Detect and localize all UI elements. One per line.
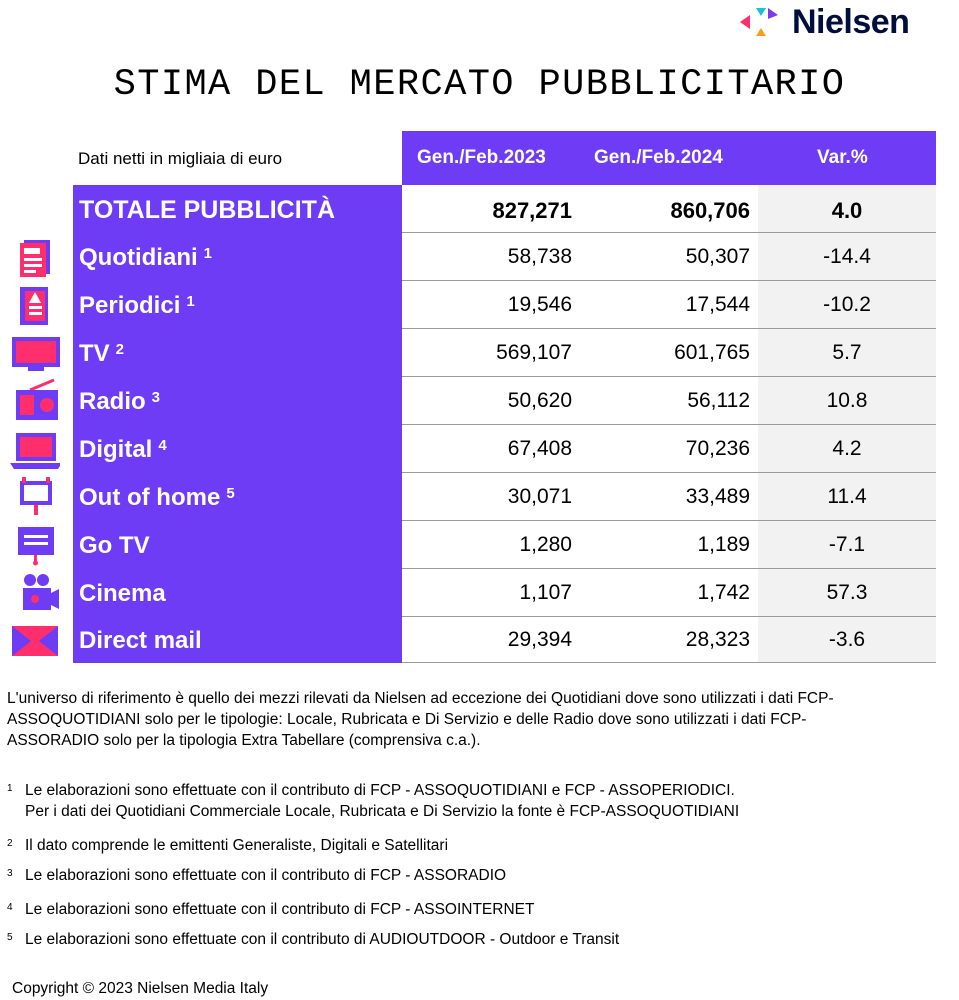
row-label: TOTALE PUBBLICITÀ xyxy=(79,196,336,224)
billboard-icon xyxy=(10,475,60,519)
value-2024: 17,544 xyxy=(685,293,750,316)
value-2023: 50,620 xyxy=(507,389,572,412)
value-2023: 569,107 xyxy=(496,341,572,364)
value-2024: 28,323 xyxy=(685,628,750,651)
value-2023: 67,408 xyxy=(507,437,572,460)
copyright: Copyright © 2023 Nielsen Media Italy xyxy=(12,980,269,997)
header-2024: Gen./Feb.2024 xyxy=(594,147,723,168)
value-2023: 58,738 xyxy=(507,245,572,268)
row-label: Radio $^3$ xyxy=(79,388,161,415)
value-var: 4.0 xyxy=(831,198,863,223)
footnote-4: 4 Le elaborazioni sono effettuate con il contributo di FCP - ASSOINTERNET xyxy=(7,901,535,918)
value-var: 57.3 xyxy=(826,581,868,604)
value-var: -10.2 xyxy=(823,293,871,316)
value-2024: 56,112 xyxy=(687,389,750,412)
value-2024: 860,706 xyxy=(670,198,750,223)
brand-name: Nielsen xyxy=(792,3,910,41)
universe-note: L'universo di riferimento è quello dei mezzi rilevati da Nielsen ad eccezione dei Quotidiani dove sono utilizzati i dati FCP- ASSOQUOTIDIANI solo per le tipologie: Locale, Rubricata e Di Servizio e delle Radio dove sono utilizzati i dati FCP- ASSORADIO solo per la tipologia Extra Tabellare (comprensiva c.a.). xyxy=(7,690,834,749)
laptop-icon xyxy=(10,427,60,471)
value-2023: 19,546 xyxy=(507,293,572,316)
header-var: Var.% xyxy=(817,147,868,168)
table-row-total xyxy=(0,185,959,233)
footnote-2: 2 Il dato comprende le emittenti Generaliste, Digitali e Satellitari xyxy=(7,837,449,854)
value-2024: 70,236 xyxy=(685,437,750,460)
table-row xyxy=(0,329,959,377)
value-2023: 30,071 xyxy=(507,485,572,508)
header-2023: Gen./Feb.2023 xyxy=(417,147,546,168)
row-label: Digital $^4$ xyxy=(79,436,167,463)
value-2024: 1,189 xyxy=(697,533,750,556)
row-label: Cinema xyxy=(79,580,166,607)
value-2023: 1,107 xyxy=(519,581,572,604)
value-var: 4.2 xyxy=(832,437,862,460)
row-label: Direct mail xyxy=(79,627,202,654)
value-2024: 1,742 xyxy=(697,581,750,604)
row-label: Go TV xyxy=(79,532,150,559)
footnote-1: 1 Le elaborazioni sono effettuate con il contributo di FCP - ASSOQUOTIDIANI e FCP - ASSOPERIODICI. Per i dati dei Quotidiani Commerciale Locale, Rubricata e Di Servizio la fonte è FCP-ASSOQUOTIDIANI xyxy=(7,782,740,820)
value-2023: 827,271 xyxy=(492,198,572,223)
unit-note: Dati netti in migliaia di euro xyxy=(78,149,283,168)
nielsen-logo xyxy=(736,5,909,39)
footnote-5: 5 Le elaborazioni sono effettuate con il contributo di AUDIOUTDOOR - Outdoor e Transit xyxy=(7,931,620,948)
value-var: 10.8 xyxy=(826,389,868,412)
screen-icon xyxy=(10,523,60,567)
value-var: -3.6 xyxy=(828,628,866,651)
table-row xyxy=(0,569,959,617)
market-table xyxy=(0,131,959,664)
table-row xyxy=(0,521,959,569)
magazine-icon xyxy=(10,283,60,327)
value-2024: 50,307 xyxy=(685,245,750,268)
value-var: 11.4 xyxy=(827,485,867,508)
table-row xyxy=(0,617,959,663)
table-row xyxy=(0,377,959,425)
value-2023: 1,280 xyxy=(519,533,572,556)
row-label: Periodici $^1$ xyxy=(79,292,195,319)
footnote-3: 3 Le elaborazioni sono effettuate con il contributo di FCP - ASSORADIO xyxy=(7,867,507,884)
nielsen-logo-icon xyxy=(736,5,788,39)
table-row xyxy=(0,473,959,521)
row-label: Quotidiani $^1$ xyxy=(79,244,212,271)
row-label: Out of home $^5$ xyxy=(79,484,235,511)
newspaper-icon xyxy=(10,235,60,279)
radio-icon xyxy=(10,378,60,422)
movie-camera-icon xyxy=(10,571,60,615)
value-var: -7.1 xyxy=(828,533,866,556)
row-label: TV $^2$ xyxy=(79,340,125,367)
value-2023: 29,394 xyxy=(507,628,572,651)
table-row xyxy=(0,281,959,329)
page-title: STIMA DEL MERCATO PUBBLICITARIO xyxy=(113,64,846,106)
table-row xyxy=(0,425,959,473)
value-2024: 33,489 xyxy=(685,485,750,508)
table-row xyxy=(0,233,959,281)
value-var: 5.7 xyxy=(832,341,862,364)
value-var: -14.4 xyxy=(823,245,871,268)
envelope-icon xyxy=(10,618,60,662)
tv-icon xyxy=(10,331,60,375)
value-2024: 601,765 xyxy=(674,341,750,364)
